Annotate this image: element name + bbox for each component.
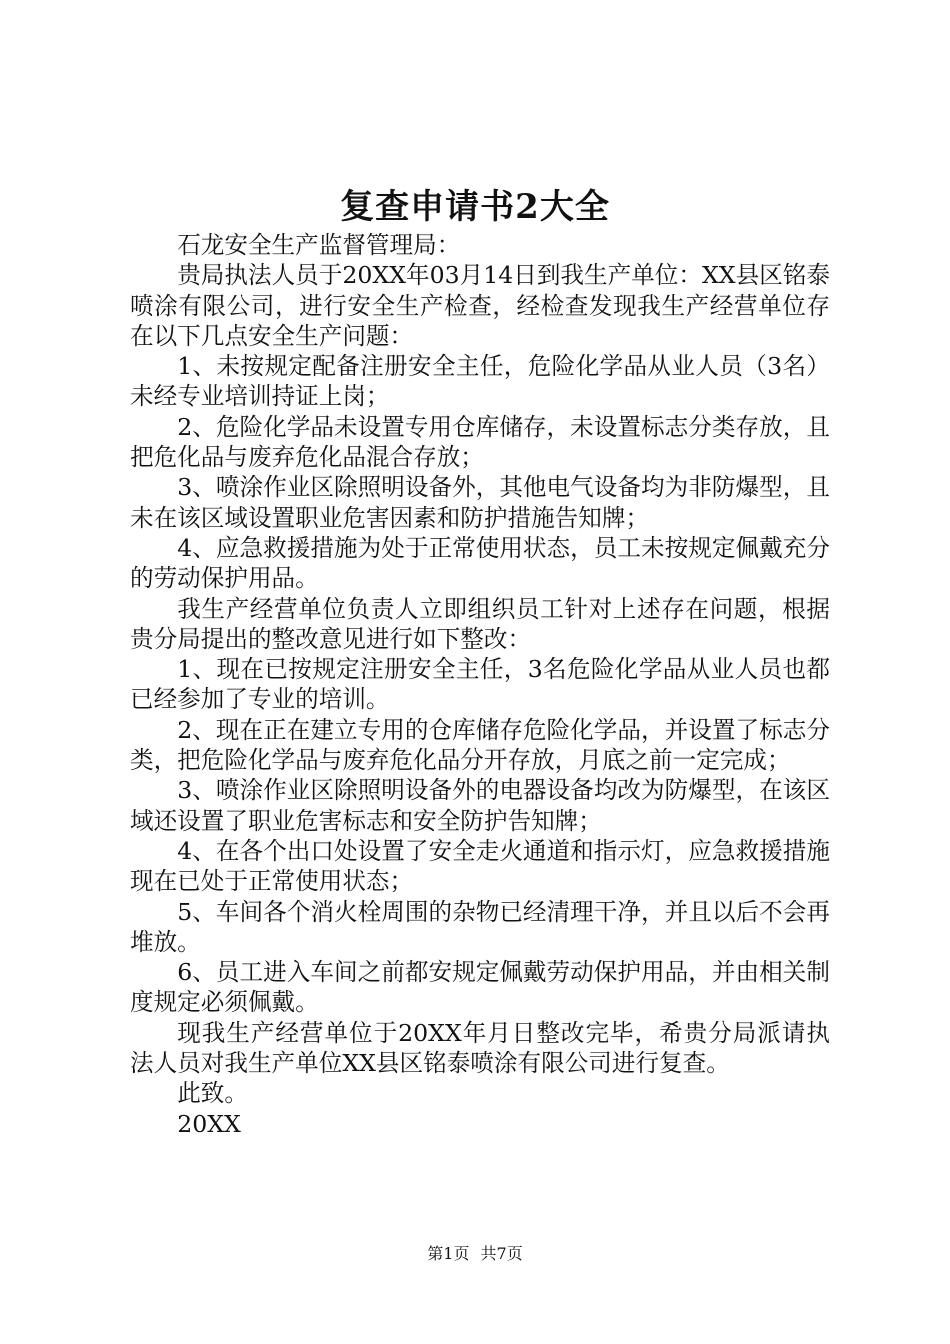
document-title: 复查申请书2大全 bbox=[340, 187, 610, 227]
fix-item-5: 5、车间各个消火栓周围的杂物已经清理干净，并且以后不会再堆放。 bbox=[130, 897, 830, 956]
closing-remark: 此致。 bbox=[177, 1079, 248, 1108]
salutation: 石龙安全生产监督管理局： bbox=[177, 231, 461, 259]
problem-item-4: 4、应急救援措施为处于正常使用状态，员工未按规定佩戴充分的劳动保护用品。 bbox=[130, 533, 830, 593]
document-body bbox=[130, 230, 830, 1139]
page-footer: 第1页 共7页 bbox=[427, 1244, 523, 1263]
fix-item-4: 4、在各个出口处设置了安全走火通道和指示灯，应急救援措施现在已处于正常使用状态； bbox=[130, 836, 830, 896]
problem-item-2: 2、危险化学品未设置专用仓库储存，未设置标志分类存放，且把危化品与废弃危化品混合存放； bbox=[130, 412, 830, 472]
paragraph-request: 现我生产经营单位于20XX年月日整改完毕，希贵分局派请执法人员对我生产单位XX县区铭泰喷涂有限公司进行复查。 bbox=[130, 1018, 830, 1078]
paragraph-response: 我生产经营单位负责人立即组织员工针对上述存在问题，根据贵分局提出的整改意见进行如下整改： bbox=[130, 594, 830, 653]
paragraph-intro: 贵局执法人员于20XX年03月14日到我生产单位：XX县区铭泰喷涂有限公司，进行安全生产检查，经检查发现我生产经营单位存在以下几点安全生产问题： bbox=[130, 261, 830, 350]
fix-item-6: 6、员工进入车间之前都安规定佩戴劳动保护用品，并由相关制度规定必须佩戴。 bbox=[130, 958, 830, 1017]
fix-item-1: 1、现在已按规定注册安全主任，3名危险化学品从业人员也都已经参加了专业的培训。 bbox=[130, 655, 830, 714]
fix-item-3: 3、喷涂作业区除照明设备外的电器设备均改为防爆型，在该区域还设置了职业危害标志和安全防护告知牌； bbox=[130, 776, 830, 835]
date-line: 20XX bbox=[177, 1109, 241, 1138]
fix-item-2: 2、现在正在建立专用的仓库储存危险化学品，并设置了标志分类，把危险化学品与废弃危化品分开存放，月底之前一定完成； bbox=[130, 715, 830, 775]
problem-item-3: 3、喷涂作业区除照明设备外，其他电气设备均为非防爆型，且未在该区域设置职业危害因素和防护措施告知牌； bbox=[130, 473, 830, 532]
problem-item-1: 1、未按规定配备注册安全主任，危险化学品从业人员（3名）未经专业培训持证上岗； bbox=[130, 352, 830, 411]
